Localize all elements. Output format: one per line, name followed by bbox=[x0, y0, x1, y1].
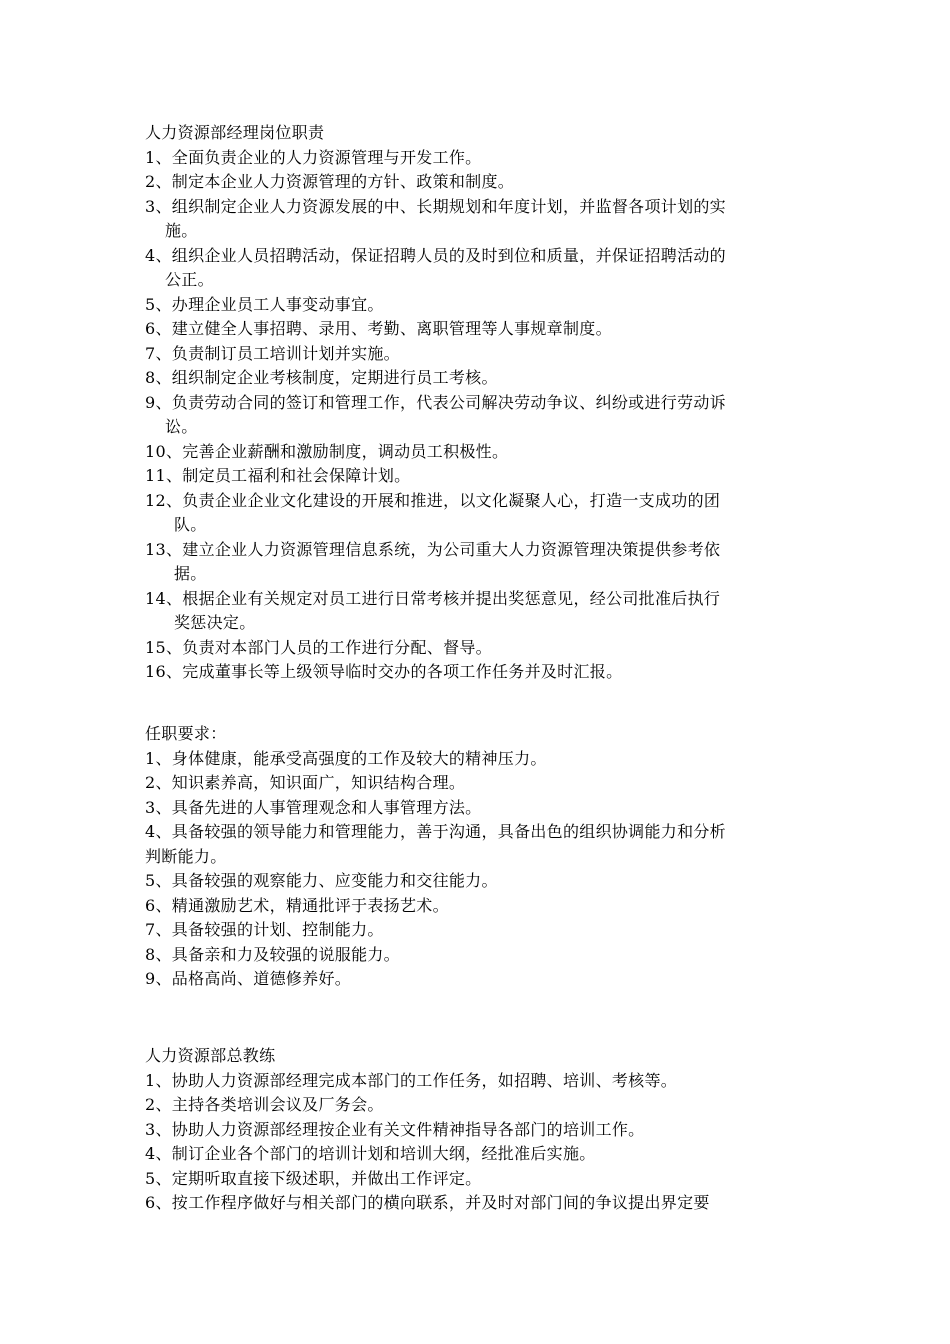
section-title: 人力资源部总教练 bbox=[145, 1046, 276, 1065]
list-item-continuation: 判断能力。 bbox=[145, 846, 227, 866]
list-item: 6、建立健全人事招聘、录用、考勤、离职管理等人事规章制度。 bbox=[145, 319, 612, 338]
section-title: 人力资源部经理岗位职责 bbox=[145, 123, 325, 142]
list-item: 16、完成董事长等上级领导临时交办的各项工作任务并及时汇报。 bbox=[145, 662, 623, 681]
list-item: 9、品格高尚、道德修养好。 bbox=[145, 969, 352, 988]
section-title: 任职要求： bbox=[145, 724, 227, 743]
list-item: 6、精通激励艺术，精通批评于表扬艺术。 bbox=[145, 895, 449, 915]
section-manager-duties bbox=[145, 121, 815, 685]
list-item: 9、负责劳动合同的签订和管理工作，代表公司解决劳动争议、纠纷或进行劳动诉 bbox=[145, 392, 726, 412]
list-item: 1、身体健康，能承受高强度的工作及较大的精神压力。 bbox=[145, 748, 547, 768]
list-item: 4、制订企业各个部门的培训计划和培训大纲，经批准后实施。 bbox=[145, 1144, 596, 1163]
list-item: 15、负责对本部门人员的工作进行分配、督导。 bbox=[145, 637, 492, 657]
list-item-continuation: 队。 bbox=[174, 515, 207, 534]
section-chief-trainer bbox=[145, 1044, 815, 1216]
list-item: 13、建立企业人力资源管理信息系统，为公司重大人力资源管理决策提供参考依 bbox=[145, 539, 721, 559]
list-item: 5、定期听取直接下级述职，并做出工作评定。 bbox=[145, 1168, 482, 1188]
list-item: 14、根据企业有关规定对员工进行日常考核并提出奖惩意见，经公司批准后执行 bbox=[145, 588, 721, 608]
list-item-continuation: 讼。 bbox=[165, 417, 198, 436]
list-item: 5、具备较强的观察能力、应变能力和交往能力。 bbox=[145, 871, 498, 890]
list-item: 6、按工作程序做好与相关部门的横向联系，并及时对部门间的争议提出界定要 bbox=[145, 1193, 710, 1212]
list-item: 11、制定员工福利和社会保障计划。 bbox=[145, 466, 411, 485]
list-item: 4、具备较强的领导能力和管理能力，善于沟通，具备出色的组织协调能力和分析 bbox=[145, 822, 726, 841]
list-item: 7、具备较强的计划、控制能力。 bbox=[145, 920, 384, 939]
list-item: 10、完善企业薪酬和激励制度，调动员工积极性。 bbox=[145, 441, 509, 461]
list-item: 4、组织企业人员招聘活动，保证招聘人员的及时到位和质量，并保证招聘活动的 bbox=[145, 245, 726, 265]
list-item: 8、组织制定企业考核制度，定期进行员工考核。 bbox=[145, 368, 498, 387]
list-item: 2、主持各类培训会议及厂务会。 bbox=[145, 1095, 384, 1114]
list-item: 3、组织制定企业人力资源发展的中、长期规划和年度计划，并监督各项计划的实 bbox=[145, 196, 726, 216]
list-item-continuation: 施。 bbox=[165, 221, 198, 240]
list-item: 3、协助人力资源部经理按企业有关文件精神指导各部门的培训工作。 bbox=[145, 1119, 645, 1139]
list-item: 2、知识素养高，知识面广，知识结构合理。 bbox=[145, 773, 466, 792]
list-item-continuation: 公正。 bbox=[165, 270, 214, 289]
list-item: 7、负责制订员工培训计划并实施。 bbox=[145, 343, 400, 363]
list-item: 8、具备亲和力及较强的说服能力。 bbox=[145, 944, 400, 964]
list-item: 3、具备先进的人事管理观念和人事管理方法。 bbox=[145, 797, 482, 817]
list-item: 1、协助人力资源部经理完成本部门的工作任务，如招聘、培训、考核等。 bbox=[145, 1070, 678, 1090]
list-item: 12、负责企业企业文化建设的开展和推进，以文化凝聚人心，打造一支成功的团 bbox=[145, 490, 721, 510]
list-item-continuation: 奖惩决定。 bbox=[174, 613, 256, 632]
list-item-continuation: 据。 bbox=[174, 564, 207, 583]
list-item: 2、制定本企业人力资源管理的方针、政策和制度。 bbox=[145, 172, 515, 191]
list-item: 5、办理企业员工人事变动事宜。 bbox=[145, 294, 384, 314]
list-item: 1、全面负责企业的人力资源管理与开发工作。 bbox=[145, 147, 482, 167]
section-job-requirements bbox=[145, 722, 815, 992]
